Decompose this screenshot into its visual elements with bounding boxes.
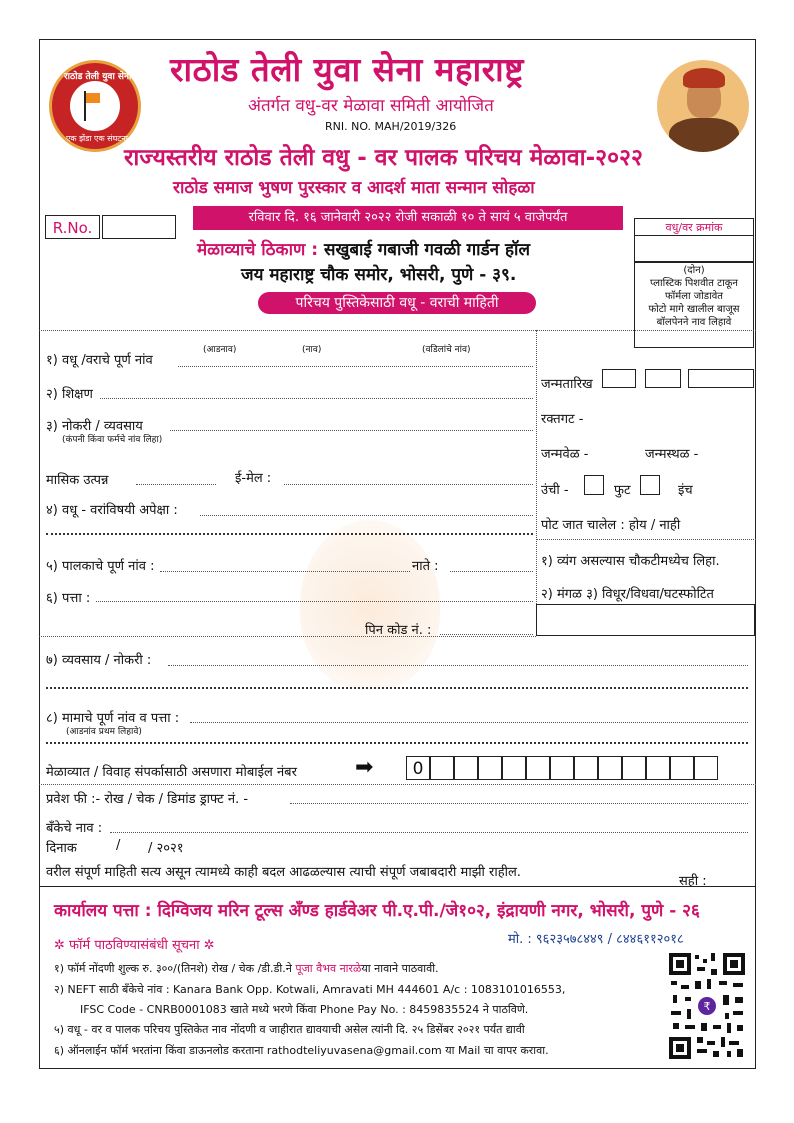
field-full-name-label: १) वधू /वराचे पूर्ण नांव (46, 353, 153, 368)
declaration-text: वरील संपूर्ण माहिती सत्य असून त्यामध्ये काही बदल आढळल्यास त्याची संपूर्ण जबाबदारी माझी राहील. (46, 865, 521, 880)
arrow-right-icon: ➡ (355, 755, 374, 780)
mobile-digit[interactable] (574, 756, 598, 780)
bride-groom-number-field[interactable] (634, 236, 754, 262)
education-field[interactable] (100, 398, 533, 399)
income-field[interactable] (136, 484, 216, 485)
mobile-digit[interactable] (502, 756, 526, 780)
award-line: राठोड समाज भुषण पुरस्कार व आदर्श माता सन्मान सोहळा (173, 178, 535, 198)
mobile-digit[interactable] (598, 756, 622, 780)
email-label: ई-मेल : (235, 471, 272, 486)
date-label: दिनाक (46, 841, 77, 856)
mobile-digit[interactable] (694, 756, 718, 780)
venue-line-1: मेळाव्याचे ठिकाण : सखुबाई गबाजी गवळी गार्डन हॉल (197, 240, 530, 260)
uncle-label: ८) मामाचे पूर्ण नांव व पत्ता : (46, 711, 180, 726)
occupation-field[interactable] (168, 665, 748, 666)
qr-code-icon (667, 951, 747, 1061)
disability-label: १) व्यंग असल्यास चौकटीमध्येच लिहा. (541, 554, 720, 569)
relation-label: नाते : (412, 559, 439, 574)
income-label: मासिक उत्पन्न (46, 473, 109, 488)
contact-phone: मो. : ९६२३५७८४४९ / ८४४६११२०१८ (508, 932, 684, 947)
mobile-digit[interactable] (622, 756, 646, 780)
full-name-field[interactable] (178, 366, 533, 367)
uncle-field[interactable] (190, 722, 748, 723)
status-label: २) मंगळ ३) विधूर/विधवा/घटस्फोटित (541, 587, 714, 602)
note-3: IFSC Code - CNRB0001083 खाते मध्ये भरणे किंवा Phone Pay No. : 8459835524 ने पाठविणे. (80, 1003, 529, 1016)
rno-field[interactable] (102, 215, 176, 239)
rni-number: RNI. NO. MAH/2019/326 (325, 120, 457, 133)
organizer-line: अंतर्गत वधु-वर मेळावा समिती आयोजित (248, 96, 494, 116)
uncle-line-2[interactable] (46, 742, 748, 744)
dob-day-box[interactable] (602, 369, 636, 388)
expectations-label: ४) वधू - वरांविषयी अपेक्षा : (46, 503, 178, 518)
job-field[interactable] (170, 430, 533, 431)
venue-line-2: जय महाराष्ट्र चौक समोर, भोसरी, पुणे - ३९. (241, 265, 517, 285)
info-pill: परिचय पुस्तिकेसाठी वधू - वराची माहिती (258, 292, 536, 314)
fee-field[interactable] (290, 803, 748, 804)
email-field[interactable] (284, 484, 533, 485)
blood-group-label: रक्तगट - (541, 412, 584, 427)
mobile-digit[interactable]: 0 (406, 756, 430, 780)
sena-logo: राठोड तेली युवा सेना एक झेंडा एक संघटना (49, 60, 141, 152)
signature-label: सही : (679, 874, 707, 889)
rno-label: R.No. (45, 215, 100, 239)
portrait-image (657, 60, 749, 152)
field-job-label: ३) नोकरी / व्यवसाय (46, 419, 143, 434)
pincode-label: पिन कोड नं. : (365, 623, 432, 638)
event-title: राज्यस्तरीय राठोड तेली वधु - वर पालक परिचय मेळावा-२०२२ (124, 145, 643, 171)
birth-place-label: जन्मस्थळ - (645, 447, 699, 462)
note-4: ५) वधू - वर व पालक परिचय पुस्तिकेत नाव नोंदणी व जाहीरात द्यावयाची असेल त्यांनी दि. २५ डिसेंबर २०२१ पर्यंत द्यावी (54, 1023, 525, 1036)
note-1: १) फॉर्म नोंदणी शुल्क रु. ३००/(तिनशे) रोख / चेक /डी.डी.ने पूजा वैभव नारळेया नावाने पाठवावी. (54, 962, 439, 975)
parent-name-label: ५) पालकाचे पूर्ण नांव : (46, 559, 155, 574)
mobile-digit[interactable] (646, 756, 670, 780)
mobile-label: मेळाव्यात / विवाह संपर्कासाठी असणारा मोबाईल नंबर (46, 765, 297, 780)
mobile-digit[interactable] (550, 756, 574, 780)
expectations-line-2[interactable] (46, 533, 533, 535)
address-label: ६) पत्ता : (46, 591, 91, 606)
status-box[interactable] (536, 604, 755, 636)
date-banner: रविवार दि. १६ जानेवारी २०२२ रोजी सकाळी १० ते सायं ५ वाजेपर्यंत (193, 206, 623, 230)
page-title: राठोड तेली युवा सेना महाराष्ट्र (170, 50, 524, 89)
caste-label: पोट जात चालेल : होय / नाही (541, 518, 681, 533)
photo-box[interactable]: (दोन) प्लास्टिक पिशवीत टाकून फॉर्मला जोडावेत फोटो मागे खालील बाजूस बॉलपेनने नाव लिहावे (634, 262, 754, 348)
pincode-field[interactable] (440, 634, 533, 635)
occupation-line-2[interactable] (46, 687, 748, 689)
dob-label: जन्मतारिख (541, 377, 593, 392)
office-address: कार्यालय पत्ता : दिग्विजय मरिन टूल्स अँण्ड हार्डवेअर पी.ए.पी./जे१०२, इंद्रायणी नगर, भोसरी, पुणे - २६ (54, 901, 700, 921)
note-2: २) NEFT साठी बँकेचे नांव : Kanara Bank Opp. Kotwali, Amravati MH 444601 A/c : 1083101016553, (54, 983, 566, 996)
mobile-digit[interactable] (526, 756, 550, 780)
mobile-digit[interactable] (670, 756, 694, 780)
height-feet-box[interactable] (584, 475, 604, 495)
section-divider (39, 330, 756, 331)
svg-text:₹: ₹ (703, 1000, 711, 1013)
fee-label: प्रवेश फी :- रोख / चेक / डिमांड ड्राफ्ट नं. - (46, 792, 249, 807)
note-5: ६) ऑनलाईन फॉर्म भरतांना किंवा डाऊनलोड करताना rathodteliyuvasena@gmail.com या Mail चा वापर करावा. (54, 1044, 549, 1057)
occupation-label: ७) व्यवसाय / नोकरी : (46, 653, 152, 668)
relation-field[interactable] (450, 571, 533, 572)
bank-field[interactable] (110, 832, 748, 833)
address-field[interactable] (96, 601, 533, 602)
bride-groom-number-label: वधु/वर क्रमांक (634, 218, 754, 236)
expectations-field[interactable] (200, 515, 533, 516)
mobile-digit[interactable] (454, 756, 478, 780)
bank-label: बँकेचे नाव : (46, 821, 103, 836)
height-inch-box[interactable] (640, 475, 660, 495)
dob-year-box[interactable] (688, 369, 754, 388)
field-education-label: २) शिक्षण (46, 387, 93, 402)
notes-title: ✲ फॉर्म पाठविण्यासंबंधी सूचना ✲ (54, 938, 215, 953)
parent-name-field[interactable] (160, 571, 410, 572)
mobile-digit[interactable] (430, 756, 454, 780)
height-label: उंची - (541, 483, 569, 498)
mobile-digit[interactable] (478, 756, 502, 780)
dob-month-box[interactable] (645, 369, 681, 388)
birth-time-label: जन्मवेळ - (541, 447, 589, 462)
